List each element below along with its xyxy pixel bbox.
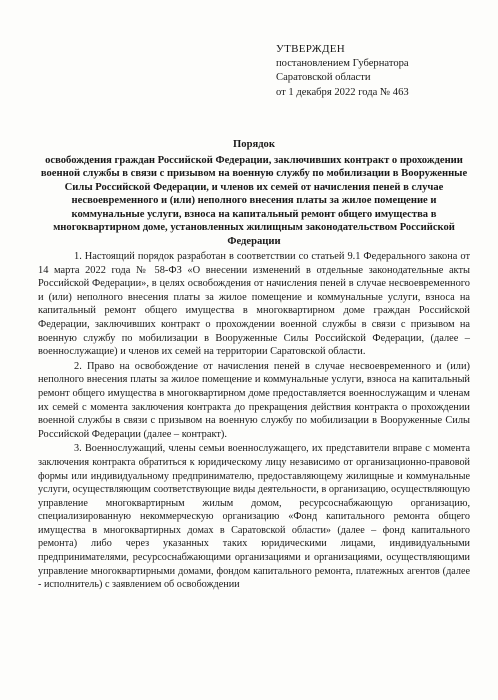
document-title	[40, 138, 468, 248]
document-body	[38, 250, 470, 593]
approval-stamp	[276, 42, 409, 100]
approval-line-2: Саратовской области	[276, 72, 371, 83]
approval-line-1: постановлением Губернатора	[276, 57, 409, 69]
paragraph-2: 2. Право на освобождение от начисления пеней в случае несвоевременного и (или) неполного внесения платы за жилое помещение и коммунальные услуги, взноса на капитальный ремонт общего имущества в многоквартирном доме предоставляется военнослужащим и членам их семей с момента заключения контракта до прекращения действия контракта о прохождении военной службы в связи с призывом на военную службу по мобилизации в Вооруженные Силы Российской Федерации (далее – контракт).	[38, 360, 470, 440]
paragraph-3: 3. Военнослужащий, члены семьи военнослужащего, их представители вправе с момента заключения контракта обратиться к юридическому лицу независимо от организационно-правовой формы или индивидуальному предпринимателю, предоставляющему жилищные и коммунальные услуги, осуществляющим соответствующие виды деятельности, в организацию, осуществляющую управление многоквартирным жилым домом, ресурсоснабжающую организацию, специализированную некоммерческую организацию «Фонд капитального ремонта общего имущества в многоквартирных домах в Саратовской области» (далее – фонд капитального ремонта) либо через указанных таких юридическими лицами, индивидуальными предпринимателями, ресурсоснабжающими организациями и организациями, осуществляющими управление многоквартирными домами, фондом капитального ремонта, платежных агентов (далее - исполнитель) с заявлением об освобождении	[38, 443, 470, 591]
title-subtitle: освобождения граждан Российской Федерации, заключивших контракт о прохождении военной службы в связи с призывом на военную службу по мобилизации в Вооруженные Силы Российской Федерации, и членов их семей от начисления пеней в случае несвоевременного и (или) неполного внесения платы за жилое помещение и коммунальные услуги, взноса на капитальный ремонт общего имущества в многоквартирном доме, установленных жилищным законодательством Российской Федерации	[40, 154, 468, 247]
paragraph-1: 1. Настоящий порядок разработан в соответствии со статьей 9.1 Федерального закона от 14 марта 2022 года № 58-ФЗ «О внесении изменений в отдельные законодательные акты Российской Федерации», в целях освобождения от начисления пеней в случае несвоевременного и (или) неполного внесения платы за жилое помещение и коммунальные услуги, взноса на капитальный ремонт общего имущества в многоквартирном доме граждан Российской Федерации, заключивших контракт о прохождении военной службы в связи с призывом на военную службу по мобилизации в Вооруженные Силы Российской Федерации, (далее – военнослужащие) и членов их семей на территории Саратовской области.	[38, 251, 470, 358]
approval-heading: УТВЕРЖДЕН	[276, 43, 346, 55]
approval-line-3: от 1 декабря 2022 года № 463	[276, 86, 409, 98]
title-word: Порядок	[233, 139, 275, 150]
